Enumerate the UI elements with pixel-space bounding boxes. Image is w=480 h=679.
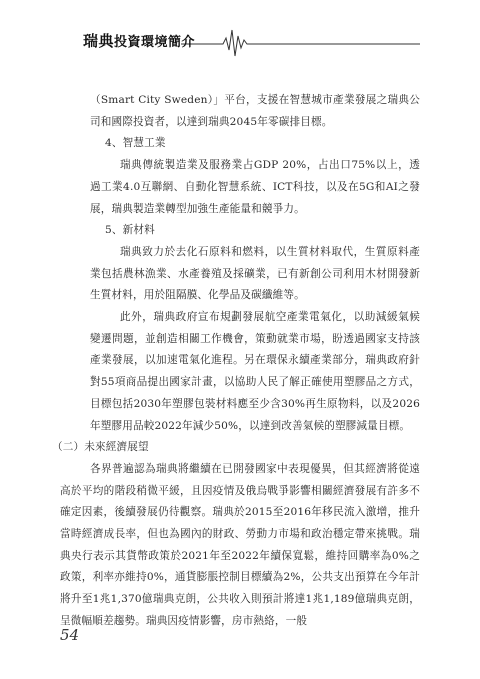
heading-new-materials: 5、新材料 — [105, 224, 155, 237]
paragraph-economic-outlook: 各界普遍認為瑞典將繼續在已開發國家中表現優異，但其經濟將從遠高於平均的階段稍微平緩，且因疫情及俄烏戰爭影響相關經濟發展有許多不確定因素，後續發展仍待觀察。瑞典於2015至2016年移民流入激增，推升當時經濟成長率，但也為國內的財政、勞動力市場和政治穩定帶來挑戰。瑞典央行表示其貨幣政策於2021年至2022年續保寬鬆，維持回購率為0%之政策，利率亦維持0%，通貨膨脹控制目標續為2%，公共支出預算在今年計將升至1兆1,370億瑞典克朗，公共收入則預計將達1兆1,189億瑞典克朗，呈微幅順差趨勢。瑞典因疫情影響，房市熱絡，一般 — [60, 462, 420, 627]
paragraph-aviation-plastics: 此外，瑞典政府宣布規劃發展航空產業電氣化，以助減緩氣候變遷問題，並創造相關工作機會，策動就業市場，盼透過國家支持該產業發展，以加速電氣化進程。另在環保永續產業部分，瑞典政府針對55項商品提出國家計畫，以協助人民了解正確使用塑膠品之方式，目標包括2030年塑膠包裝材料應至少含30%再生原物料，以及2026年塑膠用品較2022年減少50%，以達到改善氣候的塑膠減量目標。 — [90, 311, 420, 432]
heading-smart-industry: 4、智慧工業 — [105, 137, 166, 150]
page-header — [0, 0, 480, 70]
header-title — [83, 30, 195, 51]
header-heartbeat-line — [0, 0, 480, 70]
paragraph-smart-city: （Smart City Sweden）」平台，支援在智慧城市產業發展之瑞典公司和國際投資者，以達到瑞典2045年零碳排目標。 — [90, 94, 420, 128]
page-number: 54 — [60, 626, 80, 644]
header-title-rest: 投資環境簡介 — [114, 35, 196, 50]
paragraph-new-materials: 瑞典致力於去化石原料和燃料，以生質材料取代，生質原料產業包括農林漁業、水產養殖及採礦業，已有新創公司利用木材開發新生質材料，用於阻隔膜、化學品及碳纖維等。 — [90, 245, 420, 302]
paragraph-smart-industry: 瑞典傳統製造業及服務業占GDP 20%，占出口75%以上，透過工業4.0互聯網、自動化智慧系統、ICT科技，以及在5G和AI之發展，瑞典製造業轉型加強生產能量和競爭力。 — [90, 159, 420, 215]
header-title-lead: 瑞典 — [83, 32, 115, 50]
heading-economic-outlook: （二）未來經濟展望 — [52, 441, 149, 454]
body-text — [52, 90, 420, 633]
